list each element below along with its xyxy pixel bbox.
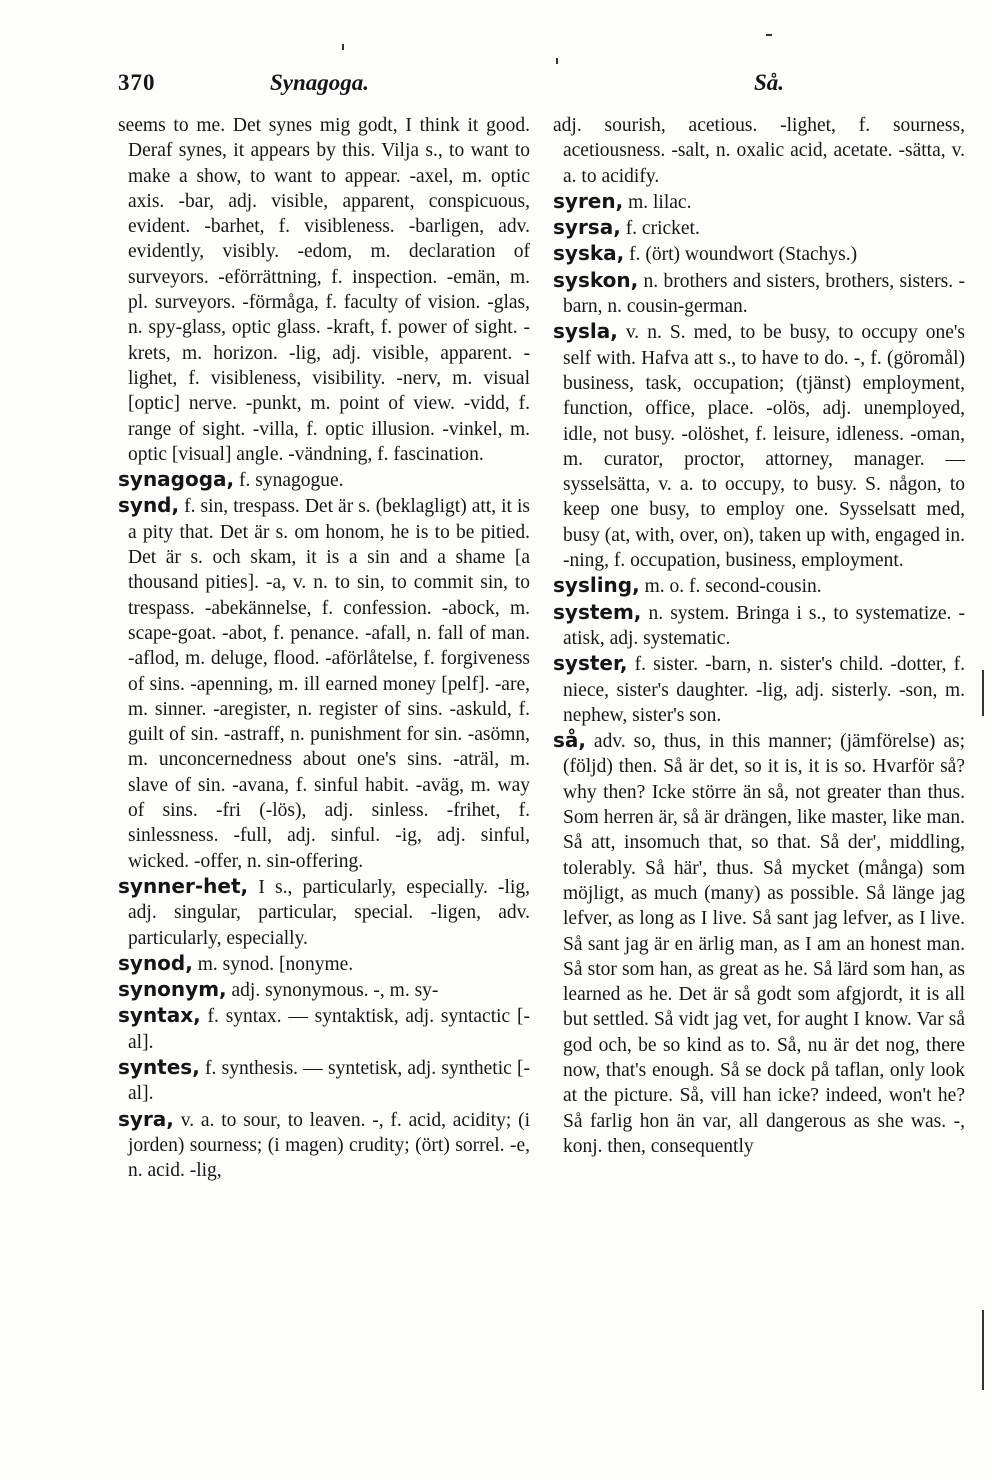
dictionary-entry: adj. sourish, acetious. -lighet, f. sourness, acetiousness. -salt, n. oxalic acid, acetate. -sätta, v. a. to acidify. — [553, 115, 965, 187]
headword: sysling, — [553, 573, 640, 598]
scan-mark — [982, 1310, 984, 1390]
dictionary-entry: syra, v. a. to sour, to leaven. -, f. acid, acidity; (i jorden) sourness; (i magen) crudity; (ört) sorrel. -e, n. acid. -lig, — [118, 1106, 530, 1182]
headword: synonym, — [118, 977, 227, 1002]
dictionary-entry: synner-het, I s., particularly, especially. -lig, adj. singular, particular, special. -ligen, adv. particularly, especially. — [118, 873, 530, 949]
scan-mark — [766, 34, 772, 36]
scan-mark — [982, 670, 984, 716]
left-running-head: Synagoga. — [270, 70, 370, 95]
dictionary-entry: synod, m. synod. [nonyme. — [118, 950, 354, 975]
dictionary-entry: syska, f. (ört) woundwort (Stachys.) — [553, 241, 858, 266]
headword: syra, — [118, 1106, 174, 1131]
headword: syskon, — [553, 267, 639, 292]
dictionary-entry: seems to me. Det synes mig godt, I think it good. Deraf synes, it appears by this. Vilja s., to want to make a show, to want to appear. -axel, m. optic axis. -bar, adj. visible, apparent, conspicuous, evident. -barhet, f. visibleness. -barligen, adv. evidently, visibly. -edom, m. declaration of surveyors. -eförrättning, f. inspection. -emän, m. pl. surveyors. -förmåga, f. faculty of vision. -glas, n. spy-glass, optic glass. -kraft, f. power of sight. -krets, m. horizon. -lig, adj. visible, apparent. -lighet, f. visibleness, visibility. -nerv, m. visual [optic] nerve. -punkt, m. point of view. -vidd, f. range of sight. -villa, f. optic illusion. -vinkel, m. optic [visual] angle. -vändning, f. fascination. — [118, 115, 530, 465]
right-column — [553, 113, 965, 1159]
page-header — [0, 70, 992, 102]
headword: synd, — [118, 493, 180, 518]
dictionary-entry: system, n. system. Bringa i s., to systematize. -atisk, adj. systematic. — [553, 599, 965, 649]
page-number: 370 — [118, 70, 156, 95]
dictionary-entry: syrsa, f. cricket. — [553, 215, 700, 240]
dictionary-entry: sysling, m. o. f. second-cousin. — [553, 573, 822, 598]
scan-mark — [342, 44, 344, 50]
headword: syntax, — [118, 1003, 201, 1028]
dictionary-entry: syntax, f. syntax. — syntaktisk, adj. syntactic [-al]. — [118, 1003, 530, 1053]
headword: så, — [553, 728, 586, 753]
dictionary-entry: sysla, v. n. S. med, to be busy, to occupy one's self with. Hafva att s., to have to do. -, f. (göromål) business, task, occupation; (tjänst) employment, function, office, place. -olös, adj. unemployed, idle, not busy. -olöshet, f. leisure, idleness. -oman, m. curator, proctor, attorney, manager. — sysselsätta, v. a. to occupy, to busy. S. någon, to keep one busy, to employ one. Sysselsatt med, busy (at, with, over, on), taken up with, engaged in. -ning, f. occupation, business, employment. — [553, 319, 965, 572]
right-running-head: Så. — [754, 70, 785, 95]
dictionary-entry: synonym, adj. synonymous. -, m. sy- — [118, 977, 439, 1002]
dictionary-entry: synd, f. sin, trespass. Det är s. (beklagligt) att, it is a pity that. Det är s. om honom, he is to be pitied. Det är s. och skam, it is a sin and a shame [a thousand pities]. -a, v. n. to sin, to commit sin, to trespass. -abekännelse, f. confession. -abock, m. scape-goat. -abot, f. penance. -afall, n. fall of man. -aflod, m. deluge, flood. -aförlåtelse, f. forgiveness of sins. -apenning, m. ill earned money [pelf]. -are, m. sinner. -aregister, n. register of sins. -askuld, f. guilt of sin. -astraff, n. punishment for sin. -asömn, m. unconcernedness about one's sins. -aträl, m. slave of sin. -avana, f. sinful habit. -aväg, m. way of sins. -fri (-lös), adj. sinless. -frihet, f. sinlessness. -full, adj. sinful. -ig, adj. sinful, wicked. -offer, n. sin-offering. — [118, 493, 530, 872]
headword: syska, — [553, 241, 625, 266]
dictionary-entry: syster, f. sister. -barn, n. sister's child. -dotter, f. niece, sister's daughter. -lig, adj. sisterly. -son, m. nephew, sister's son. — [553, 651, 965, 726]
dictionary-entry: så, adv. so, thus, in this manner; (jämförelse) as; (följd) then. Så är det, so it is, it is so. Hvarför så? why then? Icke större än så, not greater than thus. Som herren är, så är drängen, like master, like man. Så att, insomuch that, so that. Så der', middling, tolerably. Så här', thus. Så mycket (många) som möjligt, as much (many) as possible. Så länge jag lefver, as long as I live. Så sant jag lefver, as I live. Så sant jag är en ärlig man, as I am an honest man. Så stor som han, as great as he. Så lärd som han, as learned as he. Det är så godt som afgjordt, it is all but settled. Så vidt jag vet, for aught I know. Var så god och, be so kind as to. Så, nu är det nog, there now, that's enough. Så se dock på taflan, only look at the picture. Så, vill han icke? indeed, won't he? Så farlig hon än var, all dangerous as she was. -, konj. then, consequently — [553, 728, 965, 1157]
headword: system, — [553, 599, 642, 624]
left-column — [118, 113, 530, 1183]
dictionary-entry: syren, m. lilac. — [553, 188, 692, 213]
dictionary-entry: syntes, f. synthesis. — syntetisk, adj. synthetic [-al]. — [118, 1054, 530, 1105]
headword: synod, — [118, 950, 193, 975]
headword: sysla, — [553, 319, 618, 344]
headword: synagoga, — [118, 467, 235, 492]
headword: syrsa, — [553, 215, 621, 240]
headword: synner-het, — [118, 873, 249, 898]
dictionary-entry: syskon, n. brothers and sisters, brothers, sisters. -barn, n. cousin-german. — [553, 267, 965, 318]
headword: syren, — [553, 188, 624, 213]
headword: syster, — [553, 651, 628, 676]
dictionary-entry: synagoga, f. synagogue. — [118, 467, 344, 492]
scan-mark — [556, 58, 558, 64]
headword: syntes, — [118, 1054, 200, 1079]
